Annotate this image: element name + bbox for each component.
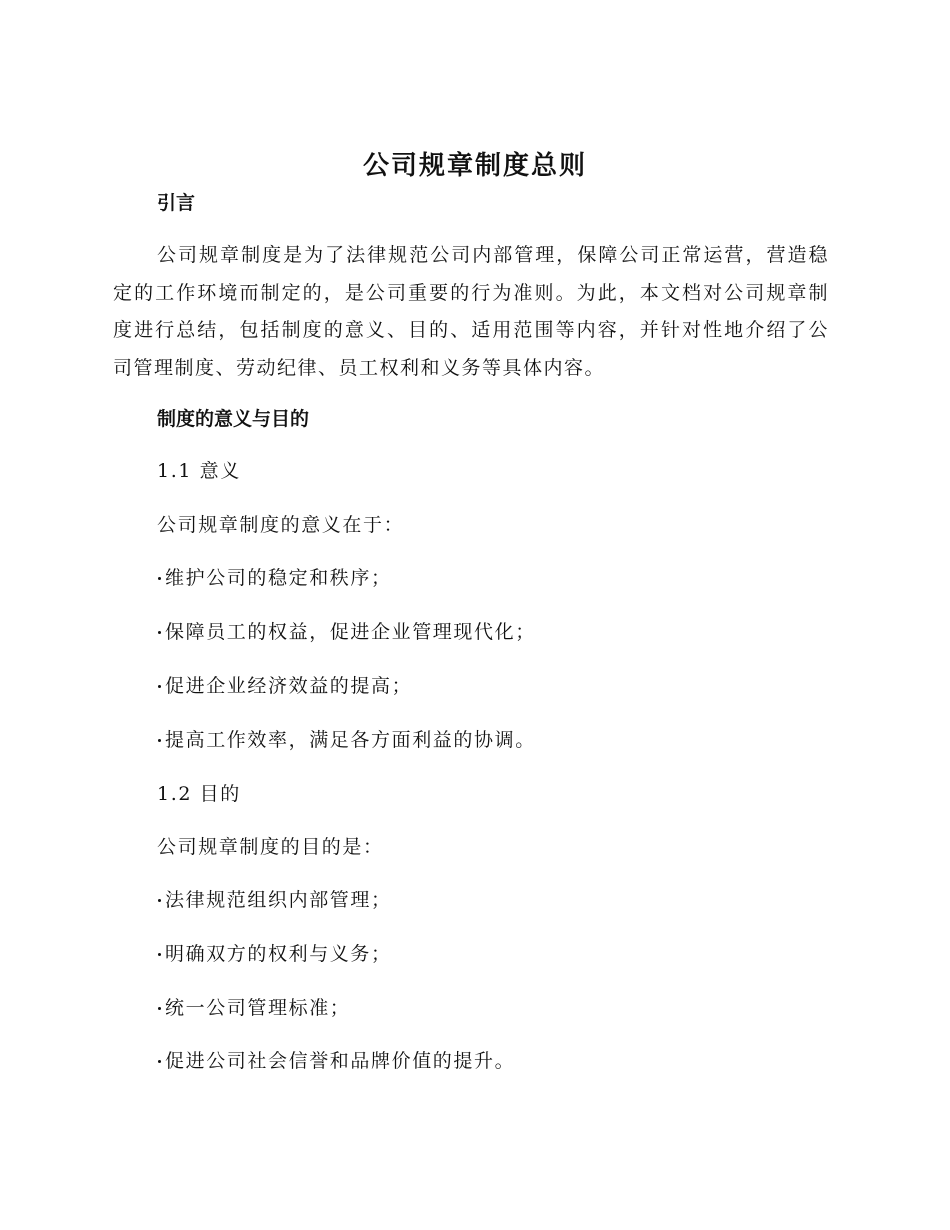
bullet-dot-icon (158, 1007, 161, 1010)
bullet-text: 提高工作效率，满足各方面利益的协调。 (165, 729, 536, 751)
bullet-dot-icon (158, 685, 161, 688)
meaning-bullet-item (157, 563, 392, 593)
purpose-bullet-item (157, 993, 350, 1023)
meaning-bullet-item (157, 671, 412, 701)
bullet-text: 统一公司管理标准； (165, 997, 351, 1019)
bullet-text: 维护公司的稳定和秩序； (165, 567, 392, 589)
purpose-lead-text: 公司规章制度的目的是： (157, 836, 384, 858)
subheading-meaning: 1.1 意义 (157, 460, 241, 482)
meaning-lead-text: 公司规章制度的意义在于： (157, 514, 405, 536)
purpose-bullet-item (157, 885, 392, 915)
purpose-bullet-item (157, 1046, 515, 1076)
document-title: 公司规章制度总则 (362, 151, 587, 181)
meaning-bullet-item (157, 617, 536, 647)
bullet-text: 促进企业经济效益的提高； (165, 675, 413, 697)
purpose-bullet-item (157, 939, 392, 969)
bullet-text: 明确双方的权利与义务； (165, 943, 392, 965)
bullet-dot-icon (158, 899, 161, 902)
bullet-dot-icon (158, 631, 161, 634)
bullet-dot-icon (158, 953, 161, 956)
bullet-text: 促进公司社会信誉和品牌价值的提升。 (165, 1050, 516, 1072)
section-heading-meaning-purpose: 制度的意义与目的 (157, 408, 310, 430)
subheading-purpose: 1.2 目的 (157, 783, 241, 805)
bullet-dot-icon (158, 739, 161, 742)
intro-paragraph: 公司规章制度是为了法律规范公司内部管理，保障公司正常运营，营造稳定的工作环境而制定的，是公司重要的行为准则。为此，本文档对公司规章制度进行总结，包括制度的意义、目的、适用范围等内容，并针对性地介绍了公司管理制度、劳动纪律、员工权利和义务等具体内容。 (113, 244, 829, 379)
bullet-text: 法律规范组织内部管理； (165, 889, 392, 911)
bullet-text: 保障员工的权益，促进企业管理现代化； (165, 621, 536, 643)
intro-heading: 引言 (157, 192, 196, 214)
bullet-dot-icon (158, 577, 161, 580)
meaning-bullet-item (157, 725, 536, 755)
bullet-dot-icon (158, 1060, 161, 1063)
